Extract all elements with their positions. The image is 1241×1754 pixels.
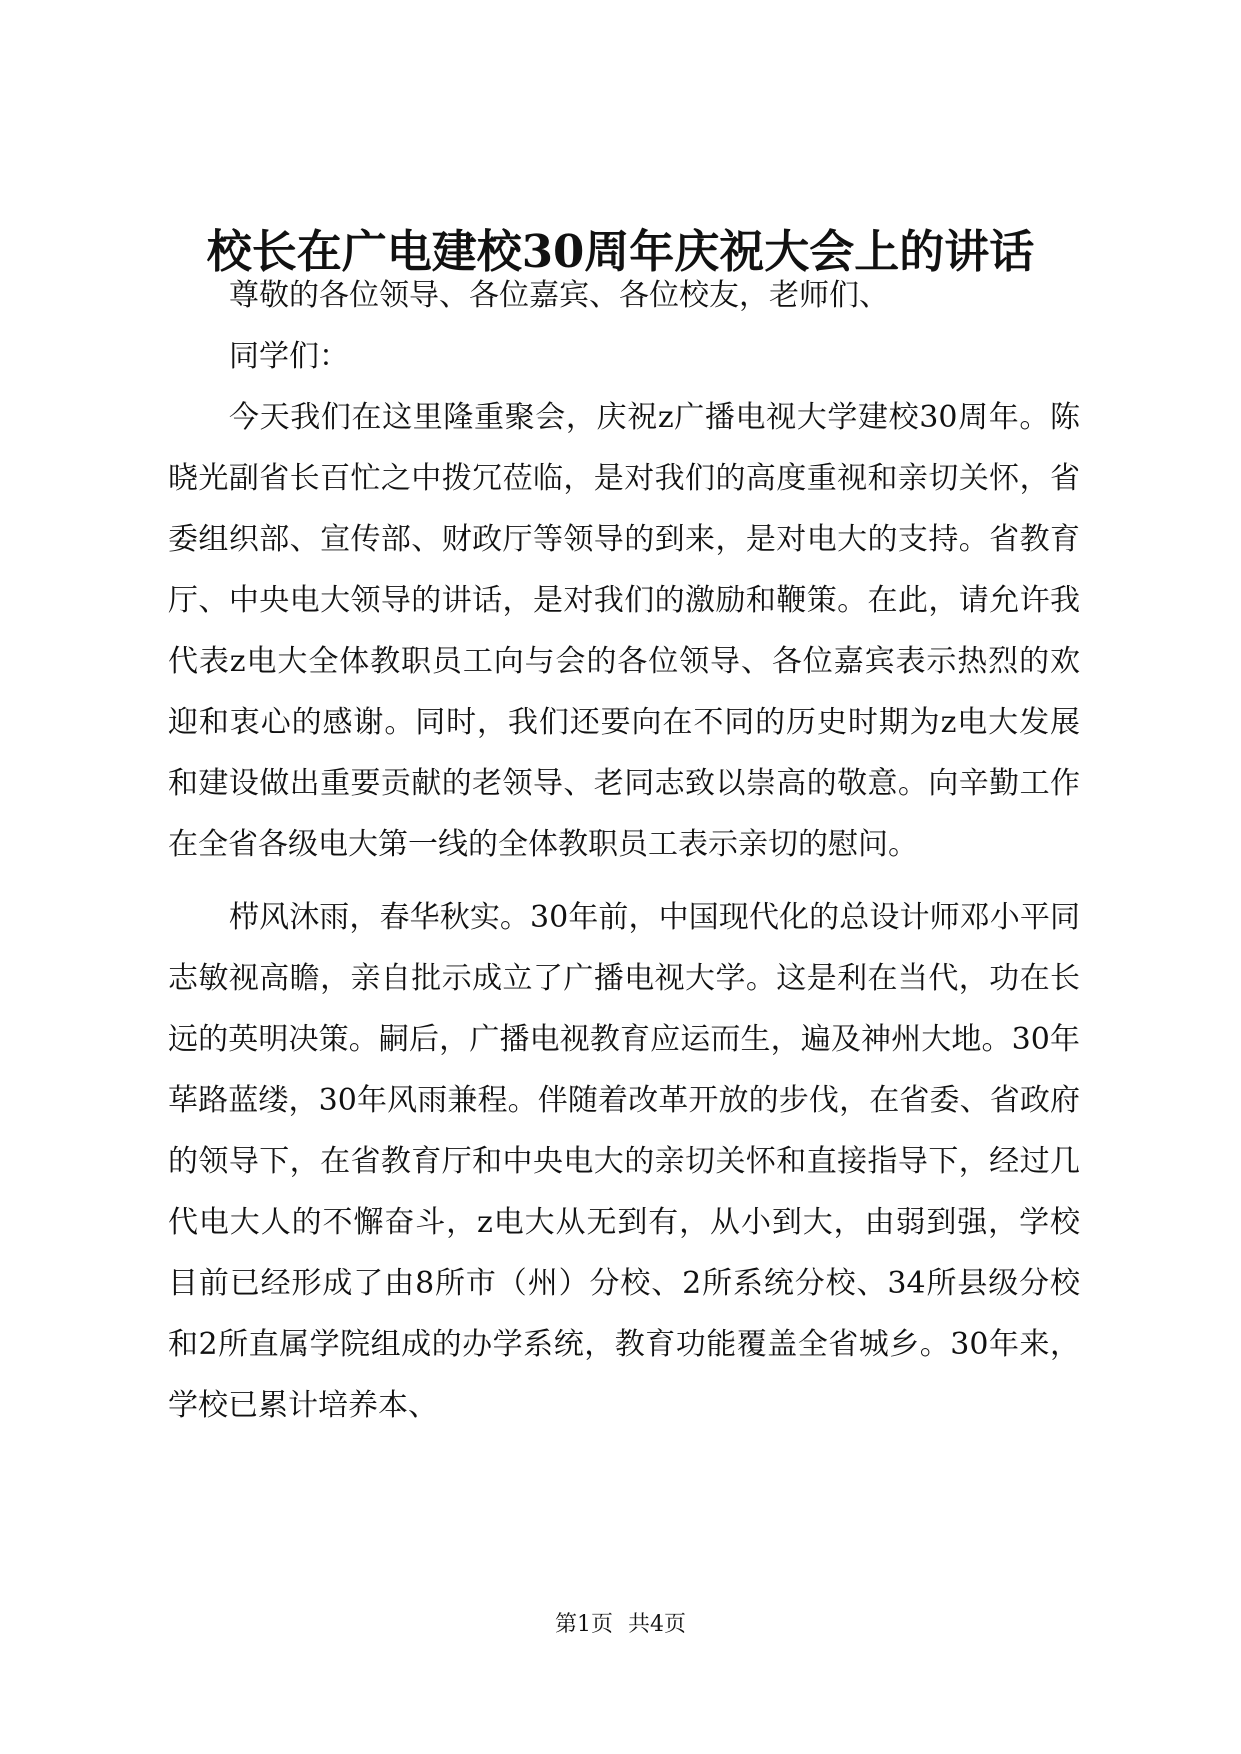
paragraph-welcome: 今天我们在这里隆重聚会，庆祝z广播电视大学建校30周年。陈晓光副省长百忙之中拨冗莅临，是对我们的高度重视和亲切关怀，省委组织部、宣传部、财政厅等领导的到来，是对电大的支持。省教育厅、中央电大领导的讲话，是对我们的激励和鞭策。在此，请允许我代表z电大全体教职员工向与会的各位领导、各位嘉宾表示热烈的欢迎和衷心的感谢。同时，我们还要向在不同的历史时期为z电大发展和建设做出重要贡献的老领导、老同志致以崇高的敬意。向辛勤工作在全省各级电大第一线的全体教职员工表示亲切的慰问。 [168, 400, 1080, 862]
page-number: 第1页 [555, 1612, 613, 1637]
document-title: 校长在广电建校30周年庆祝大会上的讲话 [206, 225, 1035, 278]
salutation-line-2: 同学们： [229, 339, 349, 374]
document-body [168, 265, 1080, 1436]
salutation-line-1: 尊敬的各位领导、各位嘉宾、各位校友，老师们、 [229, 278, 889, 313]
paragraph-history: 栉风沐雨，春华秋实。30年前，中国现代化的总设计师邓小平同志敏视高瞻，亲自批示成立了广播电视大学。这是利在当代，功在长远的英明决策。嗣后，广播电视教育应运而生，遍及神州大地。30年荜路蓝缕，30年风雨兼程。伴随着改革开放的步伐，在省委、省政府的领导下，在省教育厅和中央电大的亲切关怀和直接指导下，经过几代电大人的不懈奋斗，z电大从无到有，从小到大，由弱到强，学校目前已经形成了由8所市（州）分校、2所系统分校、34所县级分校和2所直属学院组成的办学系统，教育功能覆盖全省城乡。30年来，学校已累计培养本、 [168, 900, 1080, 1423]
page-footer [0, 1610, 1241, 1640]
page-total: 共4页 [628, 1612, 686, 1637]
